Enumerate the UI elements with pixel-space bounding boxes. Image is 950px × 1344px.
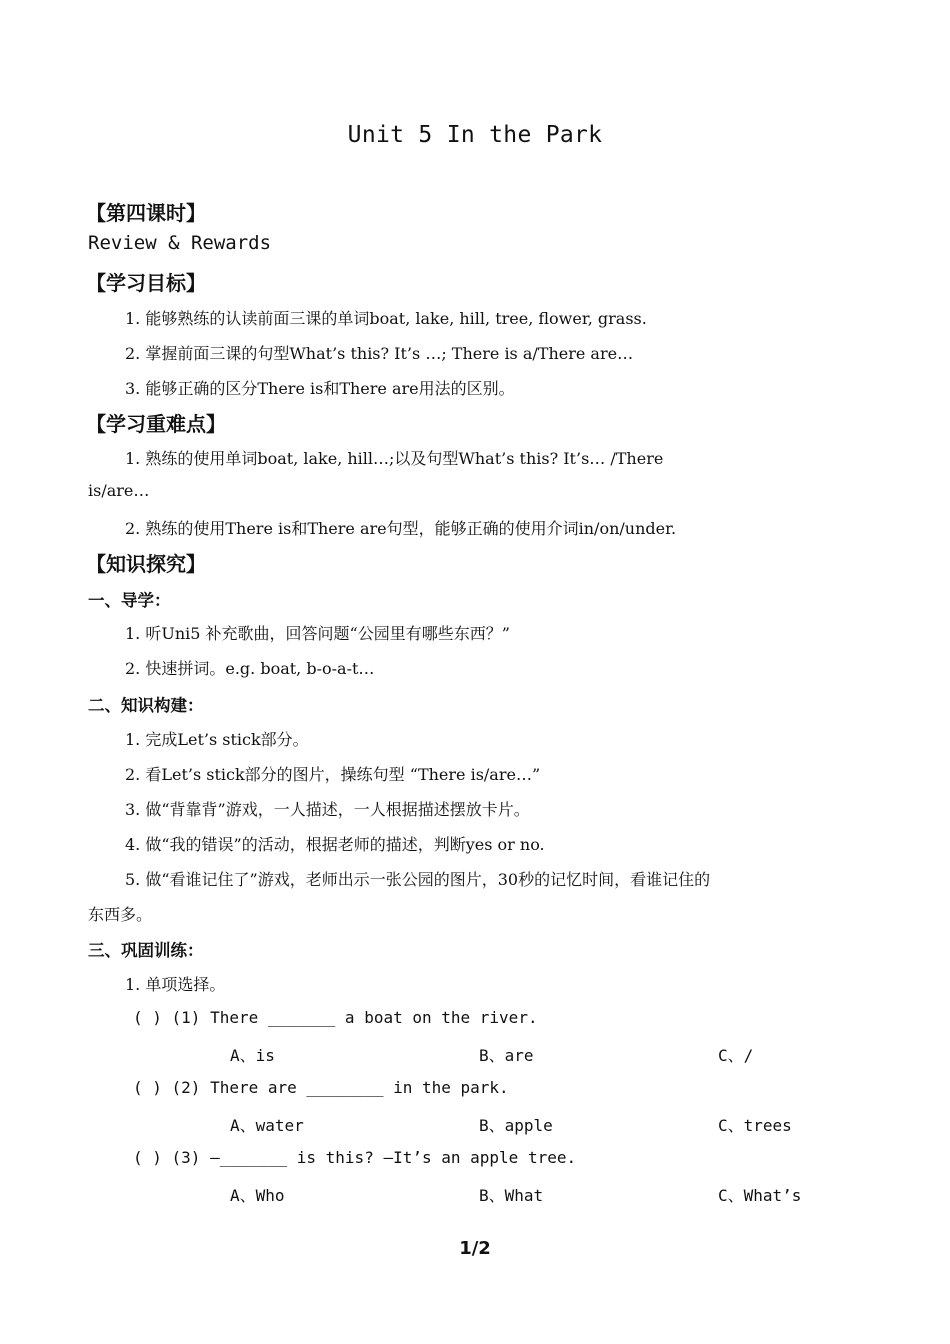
key-point-item-continued: is/are… [88, 481, 150, 500]
option-a: A、water [230, 1116, 304, 1135]
build-item: 3. 做“背靠背”游戏，一人描述，一人根据描述摆放卡片。 [125, 800, 530, 819]
lesson-heading: 【第四课时】 [86, 201, 206, 225]
objectives-heading: 【学习目标】 [86, 271, 206, 295]
build-item: 4. 做“我的错误”的活动，根据老师的描述，判断yes or no. [125, 835, 545, 854]
question-stem: ( ) (1) There _______ a boat on the river. [133, 1008, 538, 1027]
option-b: B、apple [479, 1116, 553, 1135]
key-point-item: 1. 熟练的使用单词boat, lake, hill…;以及句型What’s this? It’s… /There [125, 449, 664, 468]
build-item-continued: 东西多。 [88, 905, 153, 924]
option-a: A、is [230, 1046, 275, 1065]
option-b: B、are [479, 1046, 534, 1065]
option-c: C、What’s [718, 1186, 802, 1205]
option-b: B、What [479, 1186, 544, 1205]
key-points-heading: 【学习重难点】 [86, 412, 226, 436]
option-a: A、Who [230, 1186, 285, 1205]
question-stem: ( ) (2) There are ________ in the park. [133, 1078, 509, 1097]
explore-heading: 【知识探究】 [86, 552, 206, 576]
guide-item: 2. 快速拼词。e.g. boat, b-o-a-t… [125, 659, 375, 678]
option-c: C、trees [718, 1116, 792, 1135]
practice-intro: 1. 单项选择。 [125, 975, 226, 994]
objective-item: 2. 掌握前面三课的句型What’s this? It’s …; There is a/There are… [125, 344, 634, 363]
objective-item: 3. 能够正确的区分There is和There are用法的区别。 [125, 379, 515, 398]
build-item: 2. 看Let’s stick部分的图片，操练句型 “There is/are…” [125, 765, 541, 784]
page-number: 1/2 [459, 1238, 491, 1259]
build-heading: 二、知识构建： [88, 696, 204, 715]
objective-item: 1. 能够熟练的认读前面三课的单词boat, lake, hill, tree, flower, grass. [125, 309, 647, 328]
guide-heading: 一、导学： [88, 591, 171, 610]
build-item: 5. 做“看谁记住了”游戏，老师出示一张公园的图片，30秒的记忆时间，看谁记住的 [125, 870, 711, 889]
lesson-name: Review & Rewards [88, 232, 272, 254]
build-item: 1. 完成Let’s stick部分。 [125, 730, 309, 749]
page-title: Unit 5 In the Park [347, 122, 603, 148]
key-point-item: 2. 熟练的使用There is和There are句型，能够正确的使用介词in/on/under. [125, 519, 677, 538]
option-c: C、/ [718, 1046, 754, 1065]
guide-item: 1. 听Uni5 补充歌曲，回答问题“公园里有哪些东西？” [125, 624, 510, 643]
question-stem: ( ) (3) —_______ is this? —It’s an apple tree. [133, 1148, 577, 1167]
practice-heading: 三、巩固训练： [88, 941, 204, 960]
